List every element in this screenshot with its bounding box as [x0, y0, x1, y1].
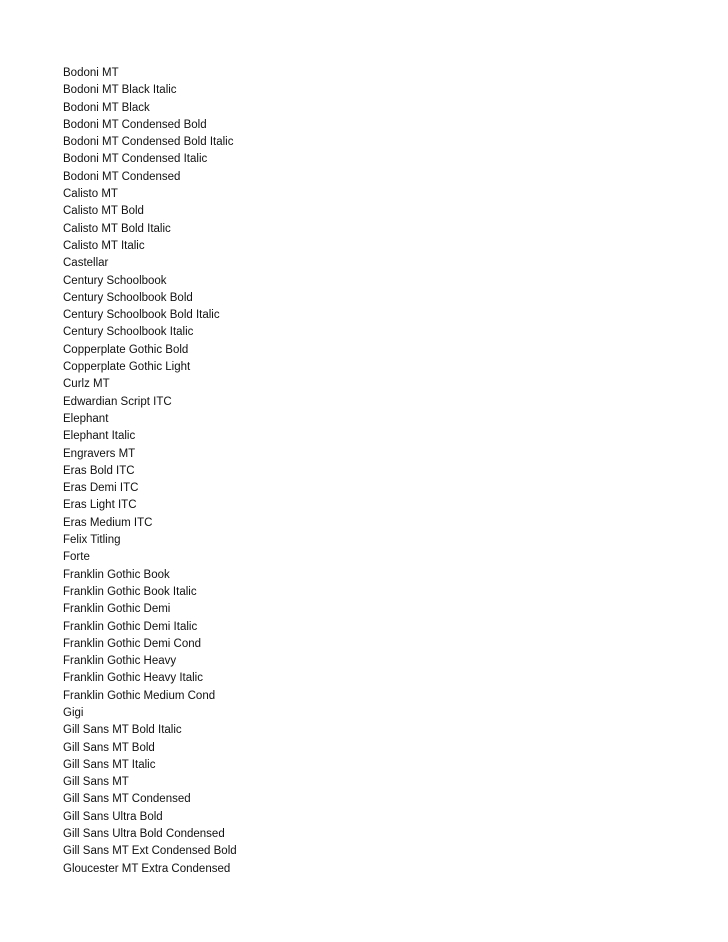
list-item: Felix Titling [63, 534, 121, 547]
list-item: Franklin Gothic Demi [63, 603, 171, 616]
list-item: Eras Medium ITC [63, 516, 153, 529]
list-item: Century Schoolbook [63, 274, 167, 287]
list-item: Franklin Gothic Heavy [63, 655, 177, 668]
list-item: Franklin Gothic Book [63, 568, 170, 581]
list-item: Gill Sans MT [63, 776, 129, 789]
list-item: Castellar [63, 257, 109, 270]
list-item: Copperplate Gothic Bold [63, 343, 189, 356]
list-item: Gill Sans MT Bold Italic [63, 724, 182, 737]
list-item: Gill Sans MT Bold [63, 741, 155, 754]
font-name-list [63, 65, 237, 878]
list-item: Century Schoolbook Bold [63, 291, 193, 304]
list-item: Engravers MT [63, 447, 136, 460]
list-item: Gill Sans MT Ext Condensed Bold [63, 845, 237, 858]
list-item: Curlz MT [63, 378, 110, 391]
list-item: Gigi [63, 706, 84, 719]
list-item: Gill Sans Ultra Bold [63, 810, 163, 823]
list-item: Bodoni MT Black [63, 101, 150, 114]
list-item: Edwardian Script ITC [63, 395, 172, 408]
list-item: Eras Light ITC [63, 499, 137, 512]
list-item: Franklin Gothic Book Italic [63, 585, 197, 598]
list-item: Gill Sans MT Condensed [63, 793, 191, 806]
list-item: Bodoni MT Condensed [63, 170, 181, 183]
list-item: Gloucester MT Extra Condensed [63, 862, 231, 875]
list-item: Calisto MT Bold Italic [63, 222, 171, 235]
list-item: Gill Sans Ultra Bold Condensed [63, 828, 225, 841]
list-item: Elephant [63, 412, 109, 425]
list-item: Bodoni MT [63, 67, 119, 79]
list-item: Bodoni MT Black Italic [63, 84, 177, 97]
list-item: Bodoni MT Condensed Bold [63, 118, 207, 131]
list-item: Calisto MT Italic [63, 239, 145, 252]
list-item: Eras Bold ITC [63, 464, 135, 477]
list-item: Calisto MT [63, 188, 118, 201]
list-item: Bodoni MT Condensed Bold Italic [63, 136, 234, 149]
list-item: Calisto MT Bold [63, 205, 144, 218]
list-item: Gill Sans MT Italic [63, 758, 156, 771]
list-item: Century Schoolbook Bold Italic [63, 309, 220, 322]
list-item: Bodoni MT Condensed Italic [63, 153, 208, 166]
list-item: Franklin Gothic Heavy Italic [63, 672, 203, 685]
list-item: Century Schoolbook Italic [63, 326, 194, 339]
list-item: Franklin Gothic Demi Cond [63, 637, 202, 650]
list-item: Forte [63, 551, 90, 564]
list-item: Copperplate Gothic Light [63, 361, 191, 374]
list-item: Franklin Gothic Demi Italic [63, 620, 198, 633]
list-item: Elephant Italic [63, 430, 136, 443]
list-item: Eras Demi ITC [63, 482, 139, 495]
list-item: Franklin Gothic Medium Cond [63, 689, 216, 702]
